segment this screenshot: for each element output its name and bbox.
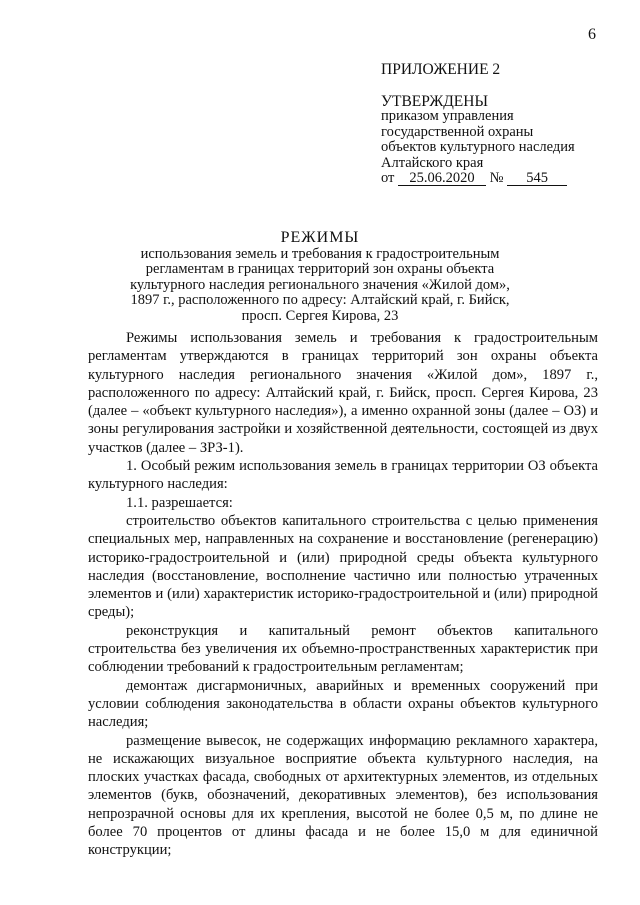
section-1-1-heading: 1.1. разрешается: [126,494,233,511]
section-1-heading: 1. Особый режим использования земель в границах территории ОЗ объекта культурного наследия: [88,458,598,493]
title-line: просп. Сергея Кирова, 23 [241,307,399,324]
document-body [88,329,598,860]
title-line: 1897 г., расположенного по адресу: Алтайский край, г. Бийск, [130,292,510,309]
order-date-line [381,171,621,187]
list-item: реконструкция и капитальный ремонт объектов капитального строительства без увеличения их объемно-пространственных характеристик при соблюдении требований к градостроительным регламентам; [88,622,598,676]
list-item: размещение вывесок, не содержащих информацию рекламного характера, не искажающих визуальное восприятие объекта культурного наследия, на плоских участках фасада, свободных от архитектурных элементов, из отдельных элементов (букв, обозначений, декоративных элементов), без использования непрозрачной основы для их крепления, высотой не более 0,5 м, по длине не более 70 процентов от длины фасада и не более 15,0 м для единичной конструкции; [88,732,598,859]
list-item: строительство объектов капитального строительства с целью применения специальных мер, направленных на сохранение и восстановление (регенерацию) историко-градостроительной и (или) природной среды объекта культурного наследия (восстановление, восполнение частично или полностью утраченных элементов и (или) характеристик историко-градостроительной и (или) природной среды); [88,512,598,621]
page-number: 6 [588,26,596,43]
approval-line: Алтайского края [381,154,484,171]
approval-line: приказом управления [381,108,514,124]
from-label: от [381,170,395,186]
approved-label: УТВЕРЖДЕНЫ [381,92,488,110]
intro-paragraph: Режимы использования земель и требования к градостроительным регламентам утверждаются в границах территорий зон охраны объекта культурного наследия регионального значения «Жилой дом», 1897 г., расположенного по адресу: Алтайский край, г. Бийск, просп. Сергея Кирова, 23 (далее – «объект культурного наследия»), а именно охранной зоны (далее – ОЗ) и зоны регулирования застройки и хозяйственной деятельности, состоящей из двух участков (далее – ЗРЗ-1). [88,330,598,456]
list-item: демонтаж дисгармоничных, аварийных и временных сооружений при условии соблюдения законодательства в области охраны объектов культурного наследия; [88,677,598,731]
approval-line: государственной охраны [381,123,534,140]
approval-block [381,62,621,187]
title-heading: РЕЖИМЫ [280,229,360,246]
title-line: регламентам в границах территорий зон охраны объекта [145,261,495,278]
order-date: 25.06.2020 [398,172,486,186]
order-number: 545 [507,172,567,186]
title-line: культурного наследия регионального значения «Жилой дом», [130,276,510,293]
title-line: использования земель и требования к градостроительным [140,245,500,262]
appendix-label: ПРИЛОЖЕНИЕ 2 [381,61,501,78]
number-label: № [489,170,504,186]
document-title [110,230,530,325]
approval-line: объектов культурного наследия [381,139,575,155]
